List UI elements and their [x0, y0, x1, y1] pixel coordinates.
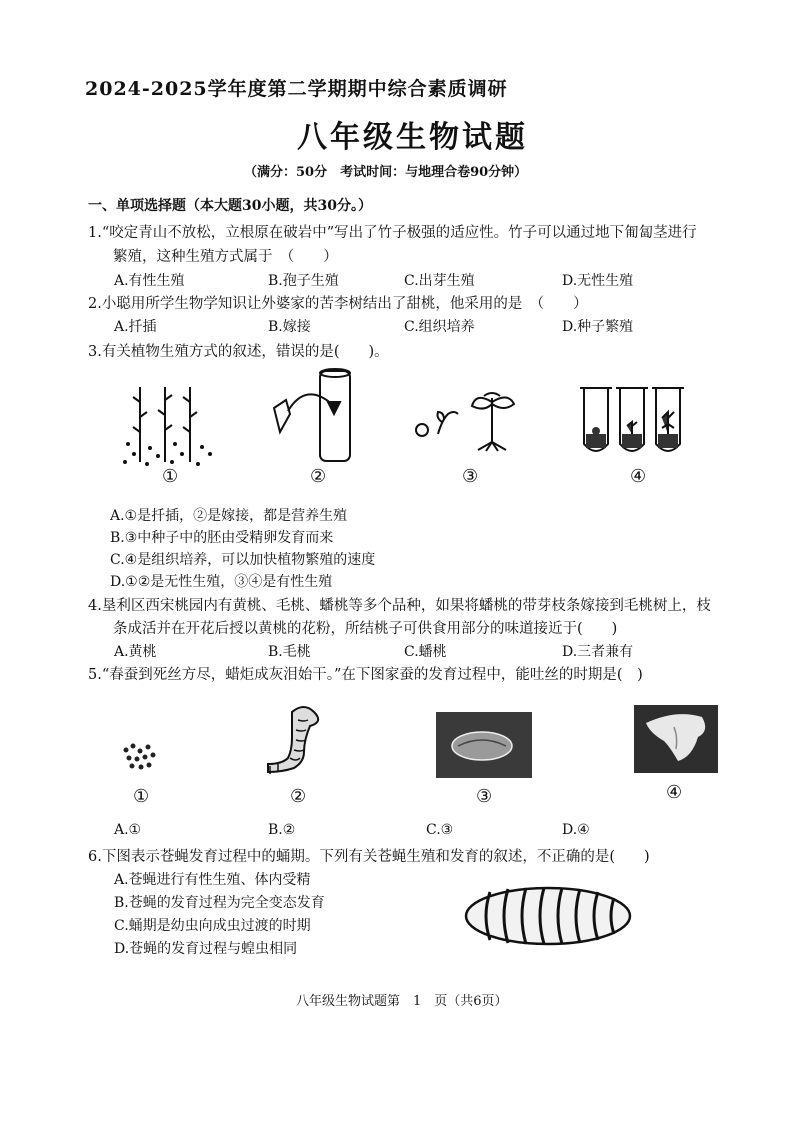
q3-option-a[interactable]: A.①是扦插，②是嫁接，都是营养生殖 — [110, 508, 348, 524]
q3-option-b[interactable]: B.③中种子中的胚由受精卵发育而来 — [110, 530, 334, 546]
silkworm-eggs-illustration — [120, 740, 160, 775]
q4-option-b[interactable]: B.毛桃 — [268, 644, 311, 660]
silkworm-larva-illustration — [262, 700, 342, 780]
q4-option-c[interactable]: C.蟠桃 — [404, 644, 447, 660]
q5-figure-label-3: ③ — [476, 786, 493, 807]
q2-option-d[interactable]: D.种子繁殖 — [562, 319, 634, 335]
q5-figure-label-4: ④ — [666, 782, 683, 803]
q5-figure-label-2: ② — [290, 786, 307, 807]
q6-stem: 6.下图表示苍蝇发育过程中的蛹期。下列有关苍蝇生殖和发育的叙述，不正确的是( ) — [88, 849, 650, 865]
q6-option-b[interactable]: B.苍蝇的发育过程为完全变态发育 — [114, 895, 325, 911]
q3-figure-label-4: ④ — [630, 466, 647, 487]
q5-option-a[interactable]: A.① — [114, 822, 142, 838]
seed-germination-illustration — [412, 382, 527, 452]
exam-title-line1: 2024-2025学年度第二学期期中综合素质调研 — [85, 78, 508, 100]
q3-option-d[interactable]: D.①②是无性生殖，③④是有性生殖 — [110, 574, 333, 590]
q4-option-d[interactable]: D.三者兼有 — [562, 644, 634, 660]
silkworm-moth-illustration — [634, 705, 718, 773]
q1-option-c[interactable]: C.出芽生殖 — [404, 273, 475, 289]
q1-option-d[interactable]: D.无性生殖 — [562, 273, 634, 289]
fly-pupa-illustration — [462, 884, 634, 948]
silkworm-pupa-illustration — [436, 712, 532, 778]
q3-figure-label-2: ② — [310, 466, 327, 487]
q2-stem: 2.小聪用所学生物学知识让外婆家的苦李树结出了甜桃，他采用的是 （ ） — [88, 296, 588, 312]
q2-option-a[interactable]: A.扦插 — [114, 319, 157, 335]
q2-option-c[interactable]: C.组织培养 — [404, 319, 475, 335]
q5-option-b[interactable]: B.② — [268, 822, 296, 838]
cutting-illustration — [120, 382, 220, 472]
section-heading: 一、单项选择题（本大题30小题，共30分。） — [88, 198, 372, 214]
q4-stem-line1: 4.垦利区西宋桃园内有黄桃、毛桃、蟠桃等多个品种，如果将蟠桃的带芽枝条嫁接到毛桃树上，枝 — [88, 598, 711, 614]
q3-figure-label-3: ③ — [462, 466, 479, 487]
page-footer: 八年级生物试题第 1 页（共6页） — [296, 994, 508, 1009]
q1-option-b[interactable]: B.孢子生殖 — [268, 273, 339, 289]
q6-option-c[interactable]: C.蛹期是幼虫向成虫过渡的时期 — [114, 918, 311, 934]
q3-stem: 3.有关植物生殖方式的叙述，错误的是( )。 — [88, 344, 389, 360]
q1-option-a[interactable]: A.有性生殖 — [114, 273, 185, 289]
q4-option-a[interactable]: A.黄桃 — [114, 644, 157, 660]
q5-option-d[interactable]: D.④ — [562, 822, 590, 838]
exam-subtitle: （满分：50分 考试时间：与地理合卷90分钟） — [244, 165, 528, 180]
tissue-culture-illustration — [578, 384, 688, 456]
q5-figure-label-1: ① — [133, 786, 150, 807]
grafting-illustration — [268, 366, 368, 466]
q1-stem-line2: 繁殖，这种生殖方式属于 （ ） — [113, 249, 338, 265]
q5-stem: 5.“春蚕到死丝方尽，蜡炬成灰泪始干。”在下图家蚕的发育过程中，能吐丝的时期是( ) — [88, 667, 643, 683]
q3-figure-label-1: ① — [162, 466, 179, 487]
q3-option-c[interactable]: C.④是组织培养，可以加快植物繁殖的速度 — [110, 552, 376, 568]
q5-option-c[interactable]: C.③ — [426, 822, 454, 838]
q2-option-b[interactable]: B.嫁接 — [268, 319, 311, 335]
q1-stem-line1: 1.“咬定青山不放松，立根原在破岩中”写出了竹子极强的适应性。竹子可以通过地下匍匐茎进行 — [88, 225, 697, 241]
exam-title-line2: 八年级生物试题 — [297, 120, 528, 155]
q4-stem-line2: 条成活并在开花后授以黄桃的花粉，所结桃子可供食用部分的味道接近于( ) — [113, 621, 618, 637]
q6-option-d[interactable]: D.苍蝇的发育过程与蝗虫相同 — [114, 941, 298, 957]
q6-option-a[interactable]: A.苍蝇进行有性生殖、体内受精 — [114, 872, 311, 888]
